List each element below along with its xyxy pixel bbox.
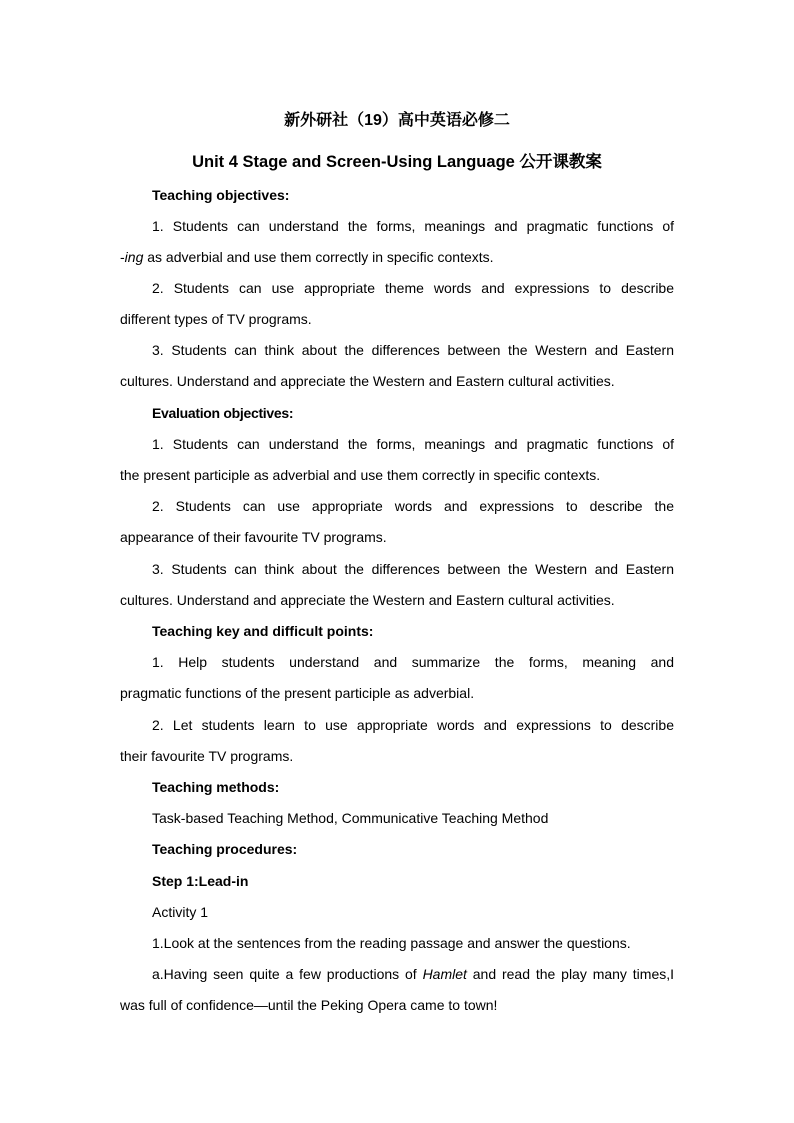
- heading-key-difficult-points: Teaching key and difficult points:: [152, 623, 374, 639]
- key-point-2-line-1: 2. Let students learn to use appropriate words and expressions to describe: [152, 717, 674, 733]
- objective-2-line-2: different types of TV programs.: [120, 311, 312, 327]
- heading-evaluation-objectives: Evaluation objectives:: [152, 405, 294, 421]
- evaluation-2-line-1: 2. Students can use appropriate words and expressions to describe the: [152, 498, 674, 514]
- key-point-1-line-2: pragmatic functions of the present participle as adverbial.: [120, 685, 475, 701]
- objective-3-line-2: cultures. Understand and appreciate the Western and Eastern cultural activities.: [120, 373, 615, 389]
- objective-1-line-1: 1. Students can understand the forms, meanings and pragmatic functions of: [152, 218, 674, 234]
- sentence-a-line-2: was full of confidence—until the Peking Opera came to town!: [120, 997, 498, 1013]
- sentence-a-hamlet: Hamlet: [422, 966, 467, 982]
- objective-1-ing: ing: [124, 249, 144, 265]
- objective-1-line-2: [120, 247, 494, 267]
- heading-teaching-methods: Teaching methods:: [152, 779, 280, 795]
- activity-1-label: Activity 1: [152, 904, 209, 920]
- document-title-chinese: 新外研社（19）高中英语必修二: [284, 112, 510, 129]
- objective-3-line-1: 3. Students can think about the differences between the Western and Eastern: [152, 342, 674, 358]
- heading-teaching-objectives: Teaching objectives:: [152, 187, 290, 203]
- activity-instruction: 1.Look at the sentences from the reading passage and answer the questions.: [152, 935, 631, 951]
- sentence-a-part-1: a.Having seen quite a few productions of: [152, 966, 423, 982]
- evaluation-3-line-2: cultures. Understand and appreciate the Western and Eastern cultural activities.: [120, 592, 615, 608]
- evaluation-1-line-1: 1. Students can understand the forms, meanings and pragmatic functions of: [152, 436, 674, 452]
- teaching-methods-text: Task-based Teaching Method, Communicative Teaching Method: [152, 810, 549, 826]
- objective-1-prefix: -: [120, 249, 125, 265]
- objective-2-line-1: 2. Students can use appropriate theme words and expressions to describe: [152, 280, 674, 296]
- heading-teaching-procedures: Teaching procedures:: [152, 841, 298, 857]
- sentence-a-part-2: and read the play many times,I: [466, 966, 675, 982]
- step-1-heading: Step 1:Lead-in: [152, 873, 249, 889]
- evaluation-2-line-2: appearance of their favourite TV programs.: [120, 529, 387, 545]
- evaluation-3-line-1: 3. Students can think about the differences between the Western and Eastern: [152, 561, 674, 577]
- objective-1-rest: as adverbial and use them correctly in specific contexts.: [143, 249, 494, 265]
- key-point-2-line-2: their favourite TV programs.: [120, 748, 294, 764]
- key-point-1-line-1: 1. Help students understand and summarize the forms, meaning and: [152, 654, 674, 670]
- evaluation-1-line-2: the present participle as adverbial and use them correctly in specific contexts.: [120, 467, 601, 483]
- document-title-english: Unit 4 Stage and Screen-Using Language 公开课教案: [192, 153, 602, 171]
- sentence-a-line-1: [152, 964, 674, 984]
